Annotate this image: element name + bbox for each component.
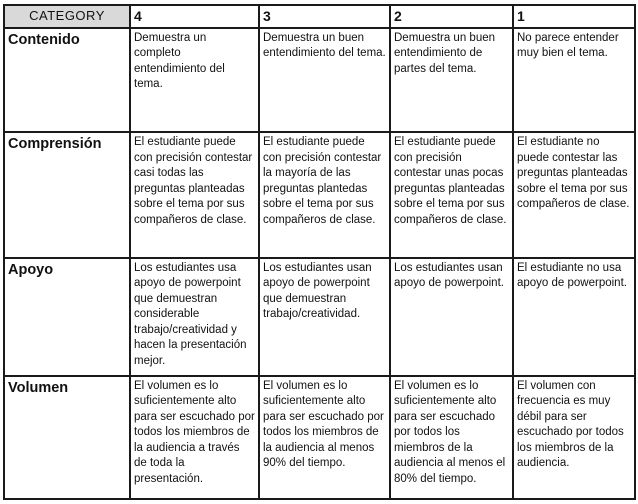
- rubric-row-apoyo: [4, 258, 635, 376]
- descriptor-cell: El estudiante puede con precisión contestar unas pocas preguntas planteadas sobre el tema por sus compañeros de clase.: [390, 132, 513, 257]
- descriptor-cell: El volumen es lo suficientemente alto para ser escuchado por todos los miembros de la audiencia al menos el 80% del tiempo.: [390, 376, 513, 499]
- criterion-label: Comprensión: [4, 132, 130, 257]
- level-header-2: 2: [390, 5, 513, 28]
- level-header-3: 3: [259, 5, 390, 28]
- descriptor-cell: Demuestra un completo entendimiento del tema.: [130, 28, 259, 132]
- level-header-1: 1: [513, 5, 635, 28]
- criterion-label: Apoyo: [4, 258, 130, 376]
- descriptor-cell: Demuestra un buen entendimiento del tema.: [259, 28, 390, 132]
- descriptor-cell: Demuestra un buen entendimiento de partes del tema.: [390, 28, 513, 132]
- descriptor-cell: El volumen es lo suficientemente alto para ser escuchado por todos los miembros de la audiencia a través de toda la presentación.: [130, 376, 259, 499]
- descriptor-cell: El estudiante puede con precisión contestar casi todas las preguntas planteadas sobre el tema por sus compañeros de clase.: [130, 132, 259, 257]
- criterion-label: Contenido: [4, 28, 130, 132]
- descriptor-cell: El volumen con frecuencia es muy débil para ser escuchado por todos los miembros de la audiencia.: [513, 376, 635, 499]
- descriptor-cell: El estudiante no usa apoyo de powerpoint.: [513, 258, 635, 376]
- descriptor-cell: No parece entender muy bien el tema.: [513, 28, 635, 132]
- criterion-label: Volumen: [4, 376, 130, 499]
- header-row: [4, 5, 635, 28]
- rubric-row-contenido: [4, 28, 635, 132]
- rubric-row-volumen: [4, 376, 635, 499]
- category-header: CATEGORY: [4, 5, 130, 28]
- descriptor-cell: Los estudiantes usan apoyo de powerpoint que demuestran trabajo/creatividad.: [259, 258, 390, 376]
- level-header-4: 4: [130, 5, 259, 28]
- descriptor-cell: El estudiante no puede contestar las preguntas planteadas sobre el tema por sus compañeros de clase.: [513, 132, 635, 257]
- descriptor-cell: El estudiante puede con precisión contestar la mayoría de las preguntas plantedas sobre el tema por sus compañeros de clase.: [259, 132, 390, 257]
- descriptor-cell: Los estudiantes usa apoyo de powerpoint que demuestran considerable trabajo/creatividad y hacen la presentación mejor.: [130, 258, 259, 376]
- descriptor-cell: El volumen es lo suficientemente alto para ser escuchado por todos los miembros de la audiencia al menos 90% del tiempo.: [259, 376, 390, 499]
- rubric-row-comprension: [4, 132, 635, 257]
- descriptor-cell: Los estudiantes usan apoyo de powerpoint.: [390, 258, 513, 376]
- rubric-table: [3, 4, 636, 500]
